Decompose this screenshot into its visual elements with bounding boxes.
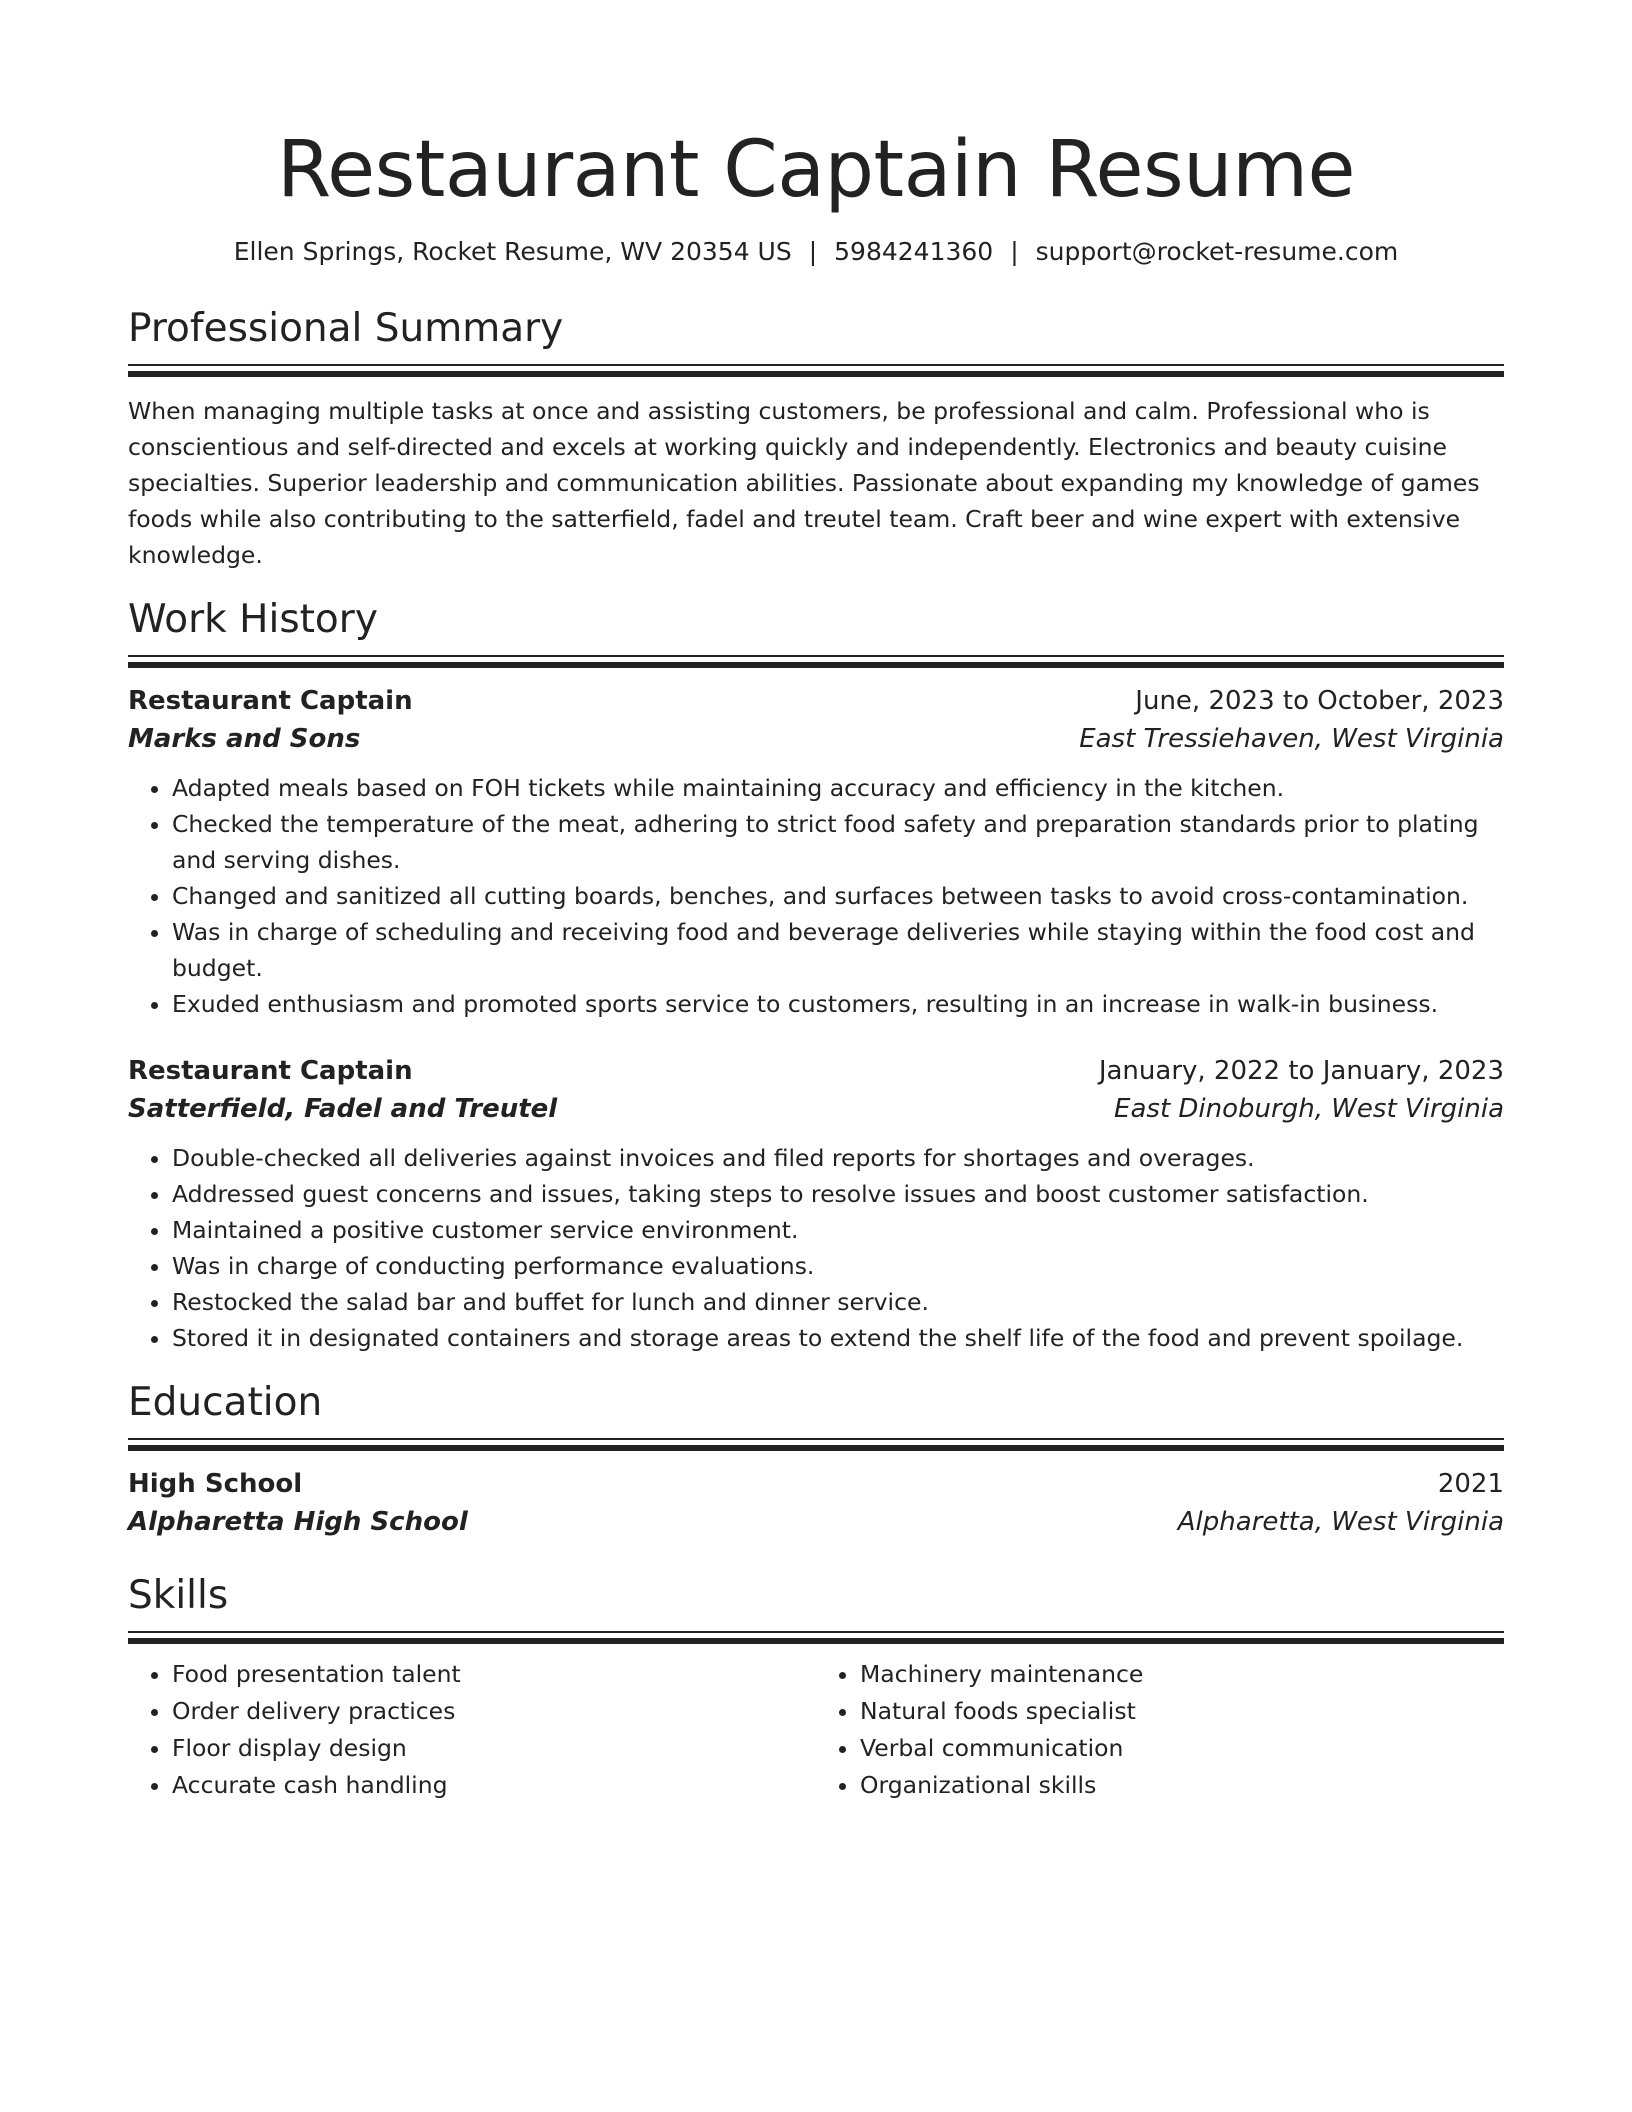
section-divider — [128, 655, 1504, 668]
job-entry — [128, 682, 1504, 1022]
list-item: • Changed and sanitized all cutting boards, benches, and surfaces between tasks to avoid cross-contamination. — [172, 878, 1504, 914]
resume-page — [128, 0, 1504, 1804]
section-heading-skills: Skills — [128, 1573, 229, 1618]
job-entry — [128, 1052, 1504, 1356]
list-item: • Verbal communication — [860, 1730, 1504, 1767]
skills-column-left — [128, 1656, 816, 1804]
contact-email: support@rocket-resume.com — [1035, 237, 1399, 266]
work-history-section — [128, 595, 1504, 1356]
list-item: • Restocked the salad bar and buffet for lunch and dinner service. — [172, 1284, 1504, 1320]
education-section — [128, 1378, 1504, 1541]
list-item: • Organizational skills — [860, 1767, 1504, 1804]
list-item: • Maintained a positive customer service environment. — [172, 1212, 1504, 1248]
section-heading-work: Work History — [128, 597, 378, 642]
summary-section — [128, 304, 1504, 573]
list-item: • Was in charge of conducting performance evaluations. — [172, 1248, 1504, 1284]
list-item: • Exuded enthusiasm and promoted sports service to customers, resulting in an increase in walk-in business. — [172, 986, 1504, 1022]
section-heading-summary: Professional Summary — [128, 306, 564, 351]
list-item: • Floor display design — [172, 1730, 816, 1767]
job-dates: January, 2022 to January, 2023 — [1098, 1056, 1504, 1086]
list-item: • Double-checked all deliveries against invoices and filed reports for shortages and overages. — [172, 1140, 1504, 1176]
skills-grid — [128, 1656, 1504, 1804]
education-degree: High School — [128, 1469, 303, 1499]
summary-paragraph: When managing multiple tasks at once and assisting customers, be professional and calm. Professional who is conscientious and self-directed and excels at working quickly and independently. Electronics and beauty cuisine specialties. Superior leadership and communication abilities. Passionate about expanding my knowledge of games foods while also contributing to the satterfield, fadel and treutel team. Craft beer and wine expert with extensive knowledge. — [128, 397, 1480, 569]
contact-address: Ellen Springs, Rocket Resume, WV 20354 US — [233, 237, 792, 266]
section-divider — [128, 1438, 1504, 1451]
list-item: • Adapted meals based on FOH tickets while maintaining accuracy and efficiency in the kitchen. — [172, 770, 1504, 806]
list-item: • Order delivery practices — [172, 1693, 816, 1730]
contact-phone: 5984241360 — [834, 237, 994, 266]
list-item: • Was in charge of scheduling and receiving food and beverage deliveries while staying within the food cost and budget. — [172, 914, 1504, 986]
list-item: • Natural foods specialist — [860, 1693, 1504, 1730]
job-company: Marks and Sons — [128, 724, 361, 754]
list-item: • Machinery maintenance — [860, 1656, 1504, 1693]
job-title: Restaurant Captain — [128, 686, 413, 716]
list-item: • Checked the temperature of the meat, adhering to strict food safety and preparation standards prior to plating and serving dishes. — [172, 806, 1504, 878]
list-item: • Stored it in designated containers and storage areas to extend the shelf life of the food and prevent spoilage. — [172, 1320, 1504, 1356]
contact-line — [128, 234, 1504, 270]
section-divider — [128, 364, 1504, 377]
contact-separator: | — [808, 237, 818, 266]
section-heading-education: Education — [128, 1380, 323, 1425]
education-entry — [128, 1465, 1504, 1541]
education-location: Alpharetta, West Virginia — [1177, 1507, 1504, 1537]
skills-section — [128, 1571, 1504, 1804]
job-bullets — [128, 770, 1504, 1022]
section-divider — [128, 1631, 1504, 1644]
list-item: • Addressed guest concerns and issues, taking steps to resolve issues and boost customer satisfaction. — [172, 1176, 1504, 1212]
resume-title: Restaurant Captain Resume — [276, 125, 1356, 215]
job-dates: June, 2023 to October, 2023 — [1135, 686, 1504, 716]
education-school: Alpharetta High School — [128, 1507, 468, 1537]
job-location: East Tressiehaven, West Virginia — [1079, 724, 1504, 754]
job-title: Restaurant Captain — [128, 1056, 413, 1086]
skills-column-right — [816, 1656, 1504, 1804]
list-item: • Accurate cash handling — [172, 1767, 816, 1804]
job-company: Satterfield, Fadel and Treutel — [128, 1094, 558, 1124]
job-bullets — [128, 1140, 1504, 1356]
contact-separator: | — [1010, 237, 1019, 266]
job-location: East Dinoburgh, West Virginia — [1114, 1094, 1504, 1124]
education-year: 2021 — [1437, 1469, 1504, 1499]
list-item: • Food presentation talent — [172, 1656, 816, 1693]
